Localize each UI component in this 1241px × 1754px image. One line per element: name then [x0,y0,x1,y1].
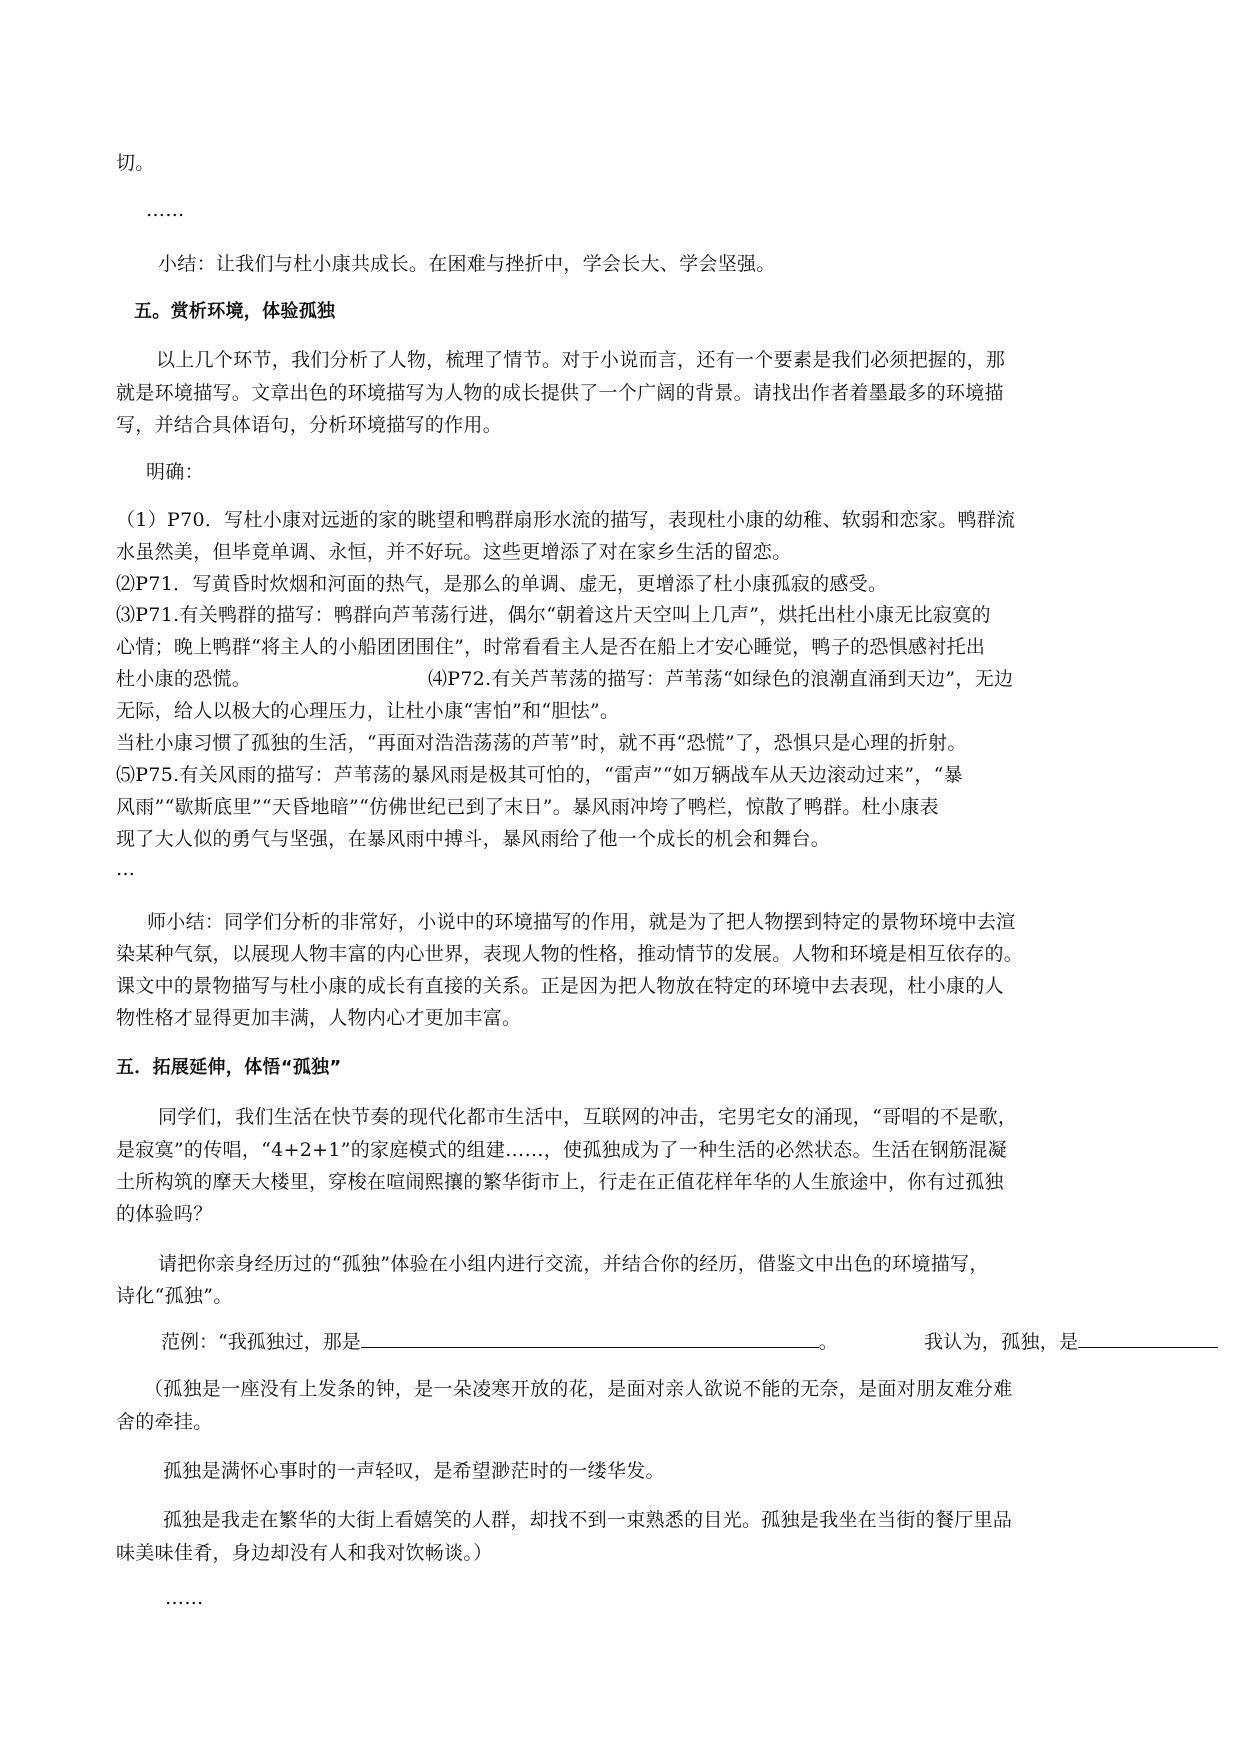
example-prefix: 我认为，孤独，是 [924,1331,1079,1353]
text-line: 水虽然美，但毕竟单调、永恒，并不好玩。这些更增添了对在家乡生活的留恋。 [116,541,792,563]
text-line: 心情；晚上鸭群“将主人的小船团团围住”，时常看看主人是否在船上才安心睡觉，鸭子的恐惧感衬托出 [116,636,986,658]
text-line: 现了大人似的勇气与坚强，在暴风雨中搏斗，暴风雨给了他一个成长的机会和舞台。 [116,828,831,850]
text-line: 孤独是满怀心事时的一声轻叹，是希望渺茫时的一缕华发。 [163,1460,665,1482]
text-line: 物性格才显得更加丰满，人物内心才更加丰富。 [116,1007,522,1029]
example-line [161,1327,838,1356]
text-line: 明确： [146,461,204,483]
text-line: 杜小康的恐慌。 [116,668,252,690]
section-heading: 五．拓展延伸，体悟“孤独” [116,1057,342,1078]
text-line: 课文中的景物描写与杜小康的成长有直接的关系。正是因为把人物放在特定的环境中去表现，杜小康的人 [116,975,1004,997]
text-line: 孤独是我走在繁华的大街上看嬉笑的人群，却找不到一束熟悉的目光。孤独是我坐在当街的餐厅里品 [163,1509,1013,1531]
text-line: 诗化“孤独”。 [116,1285,233,1307]
text-line: 当杜小康习惯了孤独的生活，“再面对浩浩荡荡的芦苇”时，就不再“恐慌”了，恐惧只是心理的折射。 [116,732,967,754]
summary-line: 小结：让我们与杜小康共成长。在困难与挫折中，学会长大、学会坚强。 [158,253,776,275]
text-line: 请把你亲身经历过的“孤独”体验在小组内进行交流，并结合你的经历，借鉴文中出色的环境描写， [158,1253,989,1275]
text-line: 无际，给人以极大的心理压力，让杜小康“害怕”和“胆怯”。 [116,700,620,722]
ellipsis: …… [146,199,185,221]
ellipsis: …… [165,1587,204,1609]
text-line: 染某种气氛，以展现人物丰富的内心世界，表现人物的性格，推动情节的发展。人物和环境是相互依存的。 [116,943,1024,965]
text-line: ⑸P75.有关风雨的描写：芦苇荡的暴风雨是极其可怕的，“雷声”“如万辆战车从天边滚动过来”，“暴 [116,764,963,786]
text-line: 切。 [116,152,155,174]
text-line: 舍的牵挂。 [116,1411,213,1433]
text-line: 味美味佳肴，身边却没有人和我对饮畅谈。） [116,1542,493,1564]
text-line: 是寂寞”的传唱，“4+2+1”的家庭模式的组建……，使孤独成为了一种生活的必然状态。生活在钢筋混凝 [116,1139,1007,1161]
text-line: 的体验吗？ [116,1203,213,1225]
text-line: （孤独是一座没有上发条的钟，是一朵凌寒开放的花，是面对亲人欲说不能的无奈，是面对朋友难分难 [144,1378,1013,1400]
text-line: 师小结：同学们分析的非常好，小说中的环境描写的作用，就是为了把人物摆到特定的景物环境中去渲 [147,911,1016,933]
ellipsis: … [116,858,136,880]
text-line: 就是环境描写。文章出色的环境描写为人物的成长提供了一个广阔的背景。请找出作者着墨最多的环境描 [116,382,1004,404]
text-line: ⑶P71.有关鸭群的描写：鸭群向芦苇荡行进，偶尔“朝着这片天空叫上几声”，烘托出杜小康无比寂寞的 [116,604,991,626]
example-second-part [924,1327,1218,1356]
example-period: 。 [818,1331,838,1353]
text-line: （1）P70．写杜小康对远逝的家的眺望和鸭群扇形水流的描写，表现杜小康的幼稚、软弱和恋家。鸭群流 [116,509,1016,531]
fill-in-blank[interactable] [361,1327,819,1348]
text-line: 以上几个环节，我们分析了人物，梳理了情节。对于小说而言，还有一个要素是我们必须把握的，那 [156,349,1006,371]
text-line: 风雨”“歇斯底里”“天昏地暗”“仿佛世纪已到了末日”。暴风雨冲垮了鸭栏，惊散了鸭群。杜小康表 [116,796,939,818]
text-line: 土所构筑的摩天大楼里，穿梭在喧闹熙攘的繁华街市上，行走在正值花样年华的人生旅途中，你有过孤独 [116,1171,1004,1193]
section-heading: 五。赏析环境，体验孤独 [134,301,336,322]
text-line: 同学们，我们生活在快节奏的现代化都市生活中，互联网的冲击，宅男宅女的涌现，“哥唱的不是歌， [158,1106,1018,1128]
example-prefix: 范例：“我孤独过，那是 [161,1331,361,1353]
text-line: ⑵P71．写黄昏时炊烟和河面的热气，是那么的单调、虚无，更增添了杜小康孤寂的感受。 [116,573,888,595]
text-line: ⑷P72.有关芦苇荡的描写：芦苇荡“如绿色的浪潮直涌到天边”，无边 [428,668,1014,690]
fill-in-blank[interactable] [1078,1327,1218,1348]
text-line: 写，并结合具体语句，分析环境描写的作用。 [116,414,503,436]
